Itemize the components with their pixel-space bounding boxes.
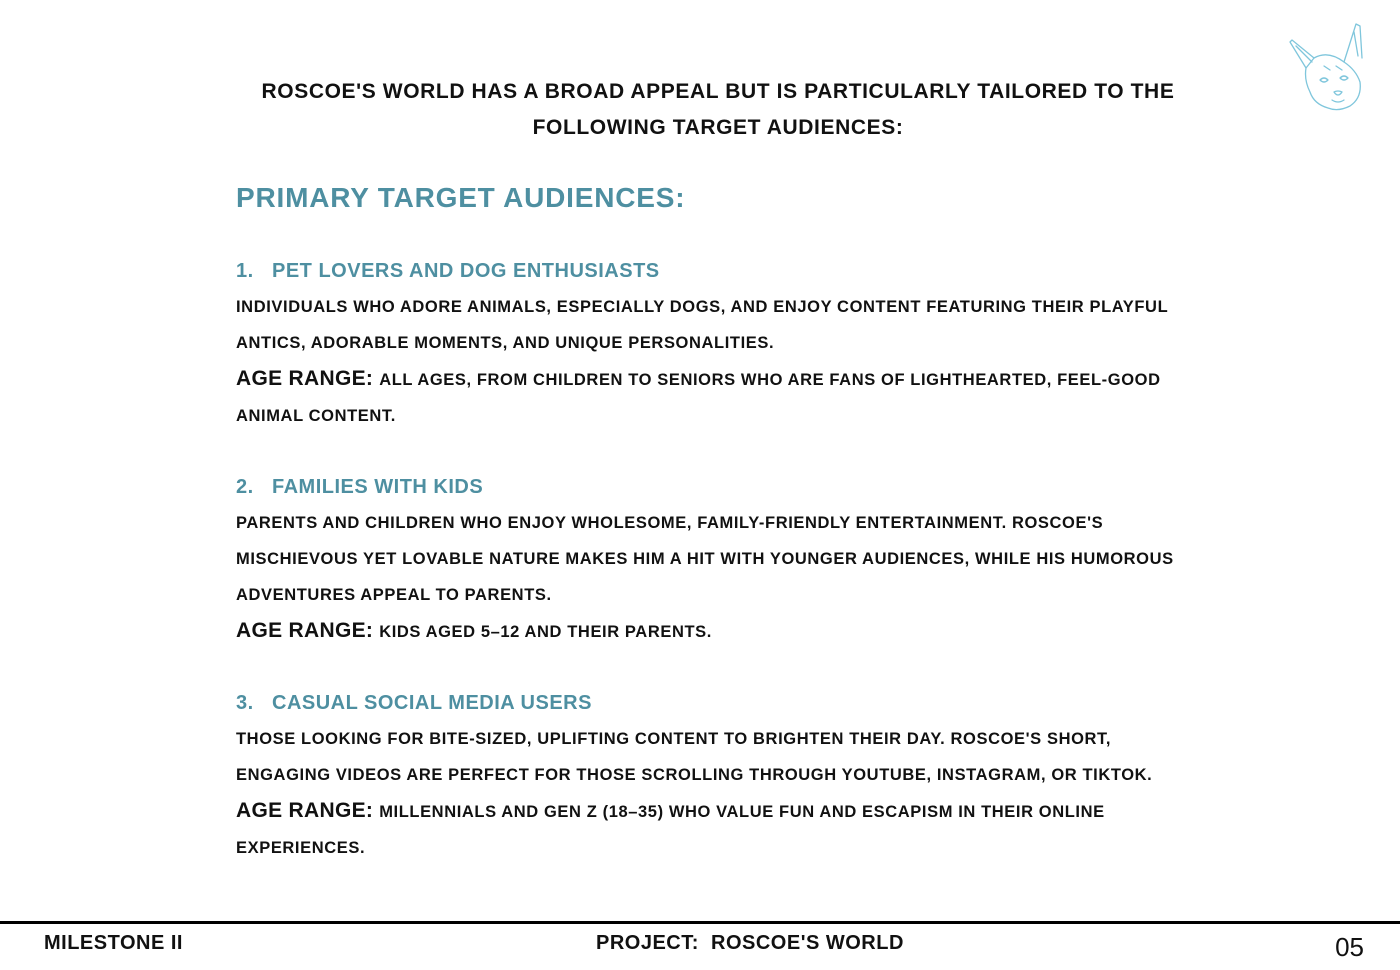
audience-description — [236, 721, 1196, 866]
audience-title — [236, 469, 1196, 505]
audience-title-text: PET LOVERS AND DOG ENTHUSIASTS — [272, 260, 660, 282]
description-line: THOSE LOOKING FOR BITE-SIZED, UPLIFTING CONTENT TO BRIGHTEN THEIR DAY. ROSCOE'S SHORT, — [236, 730, 1112, 748]
audience-description — [236, 289, 1196, 434]
audience-section-3 — [236, 685, 1196, 866]
description-line: ENGAGING VIDEOS ARE PERFECT FOR THOSE SCROLLING THROUGH YOUTUBE, INSTAGRAM, OR TIKTOK. — [236, 766, 1153, 784]
intro-line-1: ROSCOE'S WORLD HAS A BROAD APPEAL BUT IS PARTICULARLY TAILORED TO THE — [261, 80, 1175, 103]
description-line: ANTICS, ADORABLE MOMENTS, AND UNIQUE PERSONALITIES. — [236, 334, 775, 352]
footer-project-title: PROJECT: ROSCOE'S WORLD — [596, 932, 904, 954]
age-range-label: AGE RANGE: — [236, 367, 374, 390]
intro-line-2: FOLLOWING TARGET AUDIENCES: — [532, 116, 904, 139]
intro-text — [200, 74, 1236, 146]
age-range-line — [236, 613, 1196, 650]
age-range-line: ANIMAL CONTENT. — [236, 407, 396, 425]
age-range-line: EXPERIENCES. — [236, 839, 366, 857]
age-range-label: AGE RANGE: — [236, 619, 374, 642]
description-line: MISCHIEVOUS YET LOVABLE NATURE MAKES HIM A HIT WITH YOUNGER AUDIENCES, WHILE HIS HUMOROUS — [236, 550, 1174, 568]
footer-divider — [0, 921, 1400, 924]
age-range-text: MILLENNIALS AND GEN Z (18–35) WHO VALUE FUN AND ESCAPISM IN THEIR ONLINE — [379, 803, 1105, 821]
description-line: PARENTS AND CHILDREN WHO ENJOY WHOLESOME, FAMILY-FRIENDLY ENTERTAINMENT. ROSCOE'S — [236, 514, 1104, 532]
audience-title-text: FAMILIES WITH KIDS — [272, 476, 484, 498]
description-line: INDIVIDUALS WHO ADORE ANIMALS, ESPECIALLY DOGS, AND ENJOY CONTENT FEATURING THEIR PLAYFUL — [236, 298, 1169, 316]
audience-title-text: CASUAL SOCIAL MEDIA USERS — [272, 692, 592, 714]
description-line: ADVENTURES APPEAL TO PARENTS. — [236, 586, 552, 604]
audience-description — [236, 505, 1196, 650]
audience-section-2 — [236, 469, 1196, 650]
dog-head-icon — [1284, 18, 1368, 112]
section-heading: PRIMARY TARGET AUDIENCES: — [236, 182, 686, 213]
footer-milestone: MILESTONE II — [44, 932, 183, 954]
audience-section-1 — [236, 253, 1196, 434]
audience-title — [236, 685, 1196, 721]
page-number: 05 — [1335, 932, 1364, 962]
age-range-line — [236, 793, 1196, 830]
audience-number: 1. — [236, 260, 254, 282]
audience-number: 2. — [236, 476, 254, 498]
audience-number: 3. — [236, 692, 254, 714]
age-range-text: ALL AGES, FROM CHILDREN TO SENIORS WHO ARE FANS OF LIGHTHEARTED, FEEL-GOOD — [379, 371, 1161, 389]
age-range-label: AGE RANGE: — [236, 799, 374, 822]
age-range-text: KIDS AGED 5–12 AND THEIR PARENTS. — [379, 623, 712, 641]
age-range-line — [236, 361, 1196, 398]
audience-title — [236, 253, 1196, 289]
